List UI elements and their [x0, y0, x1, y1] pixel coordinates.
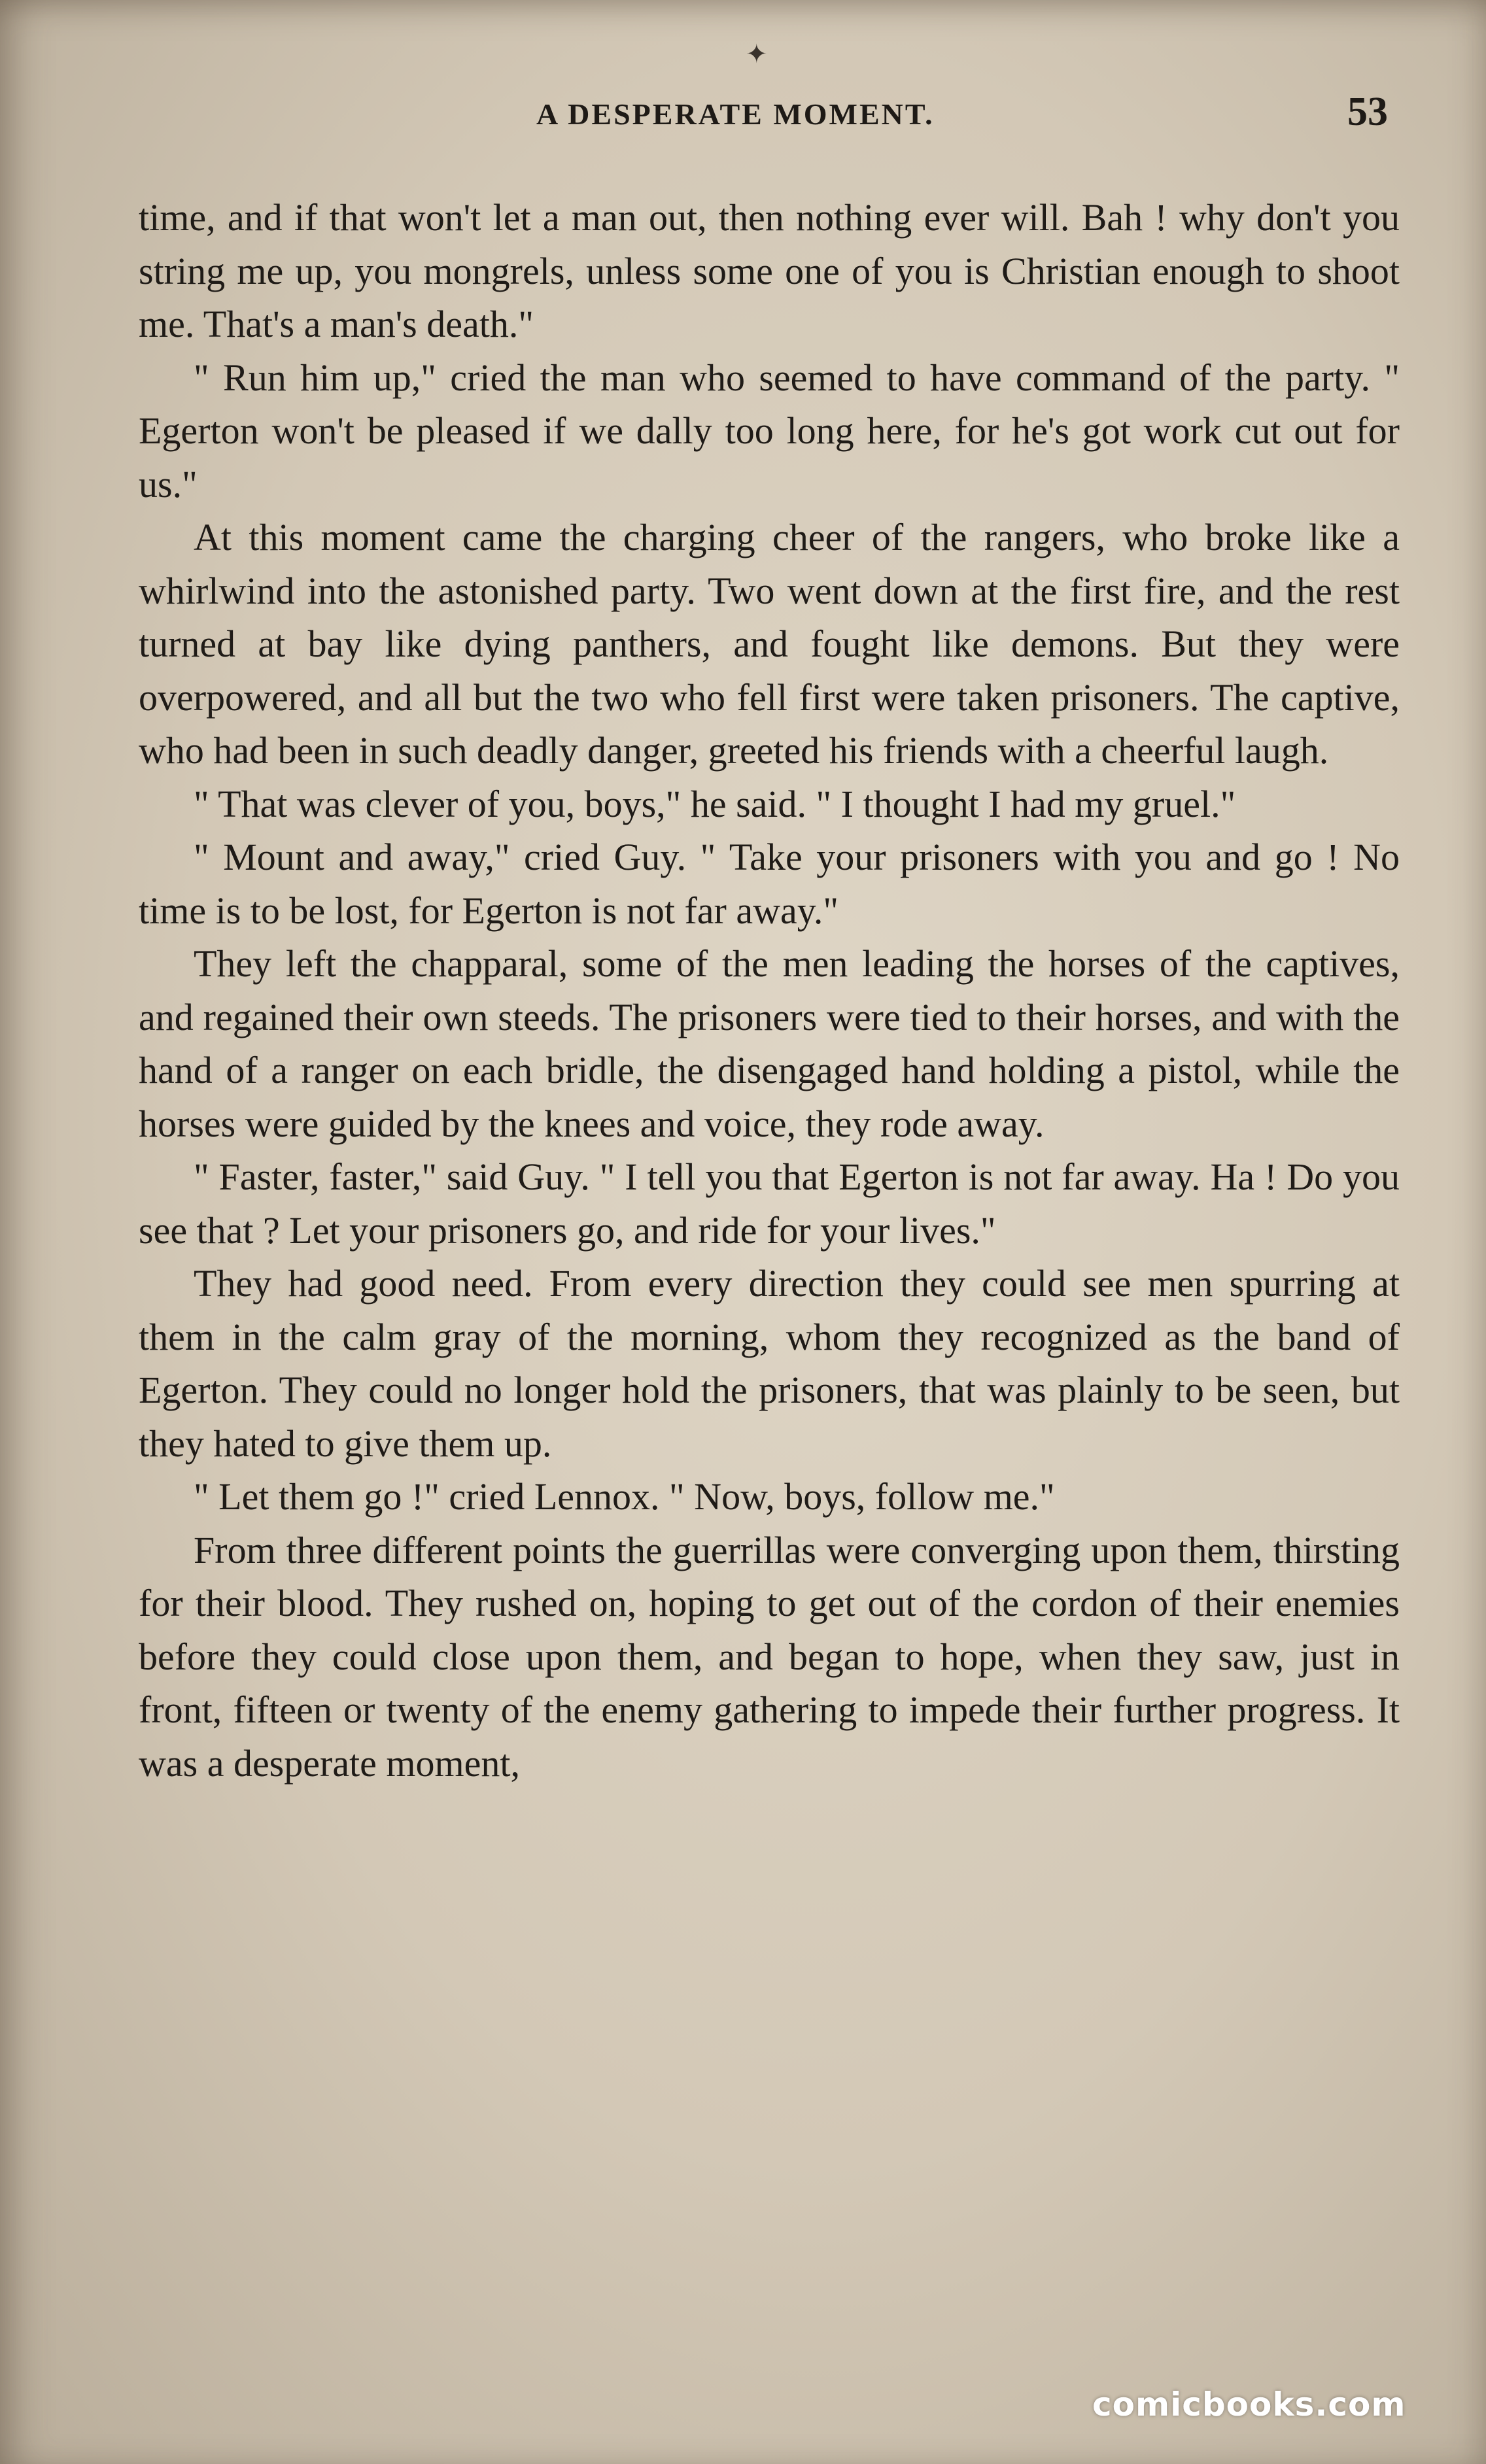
body-text: [139, 191, 1400, 1790]
paragraph: They left the chapparal, some of the men leading the horses of the captives, and regained their own steeds. The prisoners were tied to their horses, and with the hand of a ranger on each bridle, the disengaged hand holding a pistol, while the horses were guided by the knees and voice, they rode away.: [139, 942, 1400, 1145]
paragraph: time, and if that won't let a man out, then nothing ever will. Bah ! why don't you string me up, you mongrels, unless some one of you is Christian enough to shoot me. That's a man's death.": [139, 196, 1400, 345]
paragraph: " That was clever of you, boys," he said. " I thought I had my gruel.": [194, 782, 1236, 825]
site-watermark: comicbooks.com: [1092, 2386, 1406, 2423]
paragraph: From three different points the guerrillas were converging upon them, thirsting for their blood. They rushed on, hoping to get out of the cordon of their enemies before they could close upon them, and began to hope, when they saw, just in front, fifteen or twenty of the enemy gathering to impede their further progress. It was a desperate moment,: [139, 1528, 1400, 1785]
paragraph: " Faster, faster," said Guy. " I tell you that Egerton is not far away. Ha ! Do you see that ? Let your prisoners go, and ride for your lives.": [139, 1155, 1400, 1252]
page-number: 53: [1347, 90, 1388, 134]
paragraph: " Mount and away," cried Guy. " Take your prisoners with you and go ! No time is to be lost, for Egerton is not far away.": [139, 836, 1400, 932]
running-head: A DESPERATE MOMENT.: [536, 97, 935, 131]
printer-mark-icon: ✦: [746, 39, 768, 69]
paragraph: " Let them go !" cried Lennox. " Now, boys, follow me.": [194, 1475, 1055, 1518]
paragraph: " Run him up," cried the man who seemed to have command of the party. " Egerton won't be pleased if we dally too long here, for he's got work cut out for us.": [139, 356, 1400, 505]
paragraph: They had good need. From every direction they could see men spurring at them in the calm gray of the morning, whom they recognized as the band of Egerton. They could no longer hold the prisoners, that was plainly to be seen, but they hated to give them up.: [139, 1262, 1400, 1465]
paragraph: At this moment came the charging cheer of the rangers, who broke like a whirlwind into the astonished party. Two went down at the first fire, and the rest turned at bay like dying panthers, and fought like demons. But they were overpowered, and all but the two who fell first were taken prisoners. The captive, who had been in such deadly danger, greeted his friends with a cheerful laugh.: [139, 516, 1400, 772]
